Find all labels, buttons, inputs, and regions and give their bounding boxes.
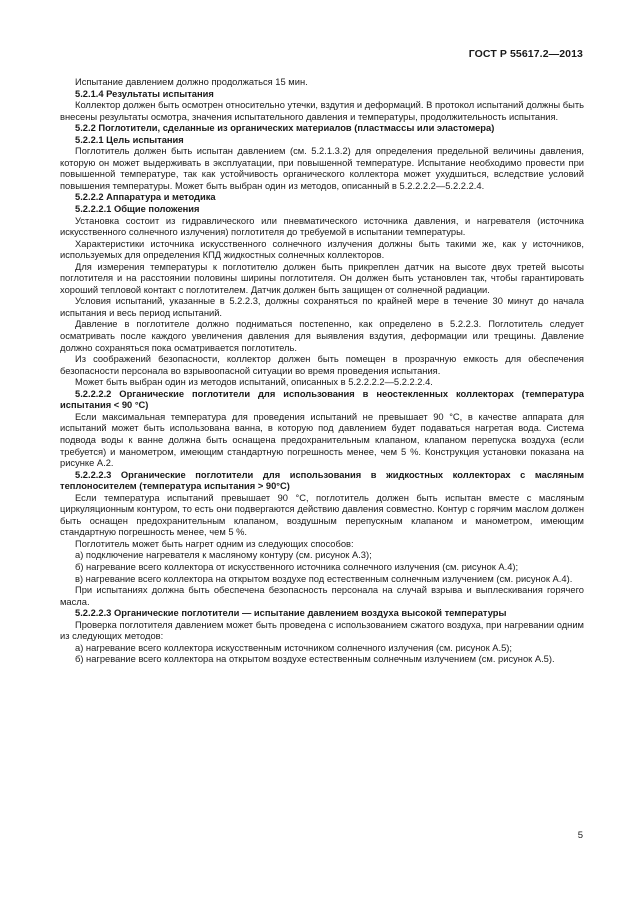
section-heading: 5.2.2.1 Цель испытания <box>75 134 184 145</box>
paragraph: Установка состоит из гидравлического или пневматического источника давления, и нагревателя (источника искусственного солнечного излучения) поглотителя до требуемой в испытании температуры. <box>60 215 584 238</box>
list-item: в) нагревание всего коллектора на открытом воздухе под естественным солнечным излучением (см. рисунок А.4). <box>75 573 573 584</box>
paragraph: Если температура испытаний превышает 90 °С, поглотитель должен быть испытан вместе с масляным циркуляционным контуром, то есть они подвергаются действию давления совместно. Контур с горячим маслом должен быть оснащен предохранительным клапаном, воздушным перепускным клапаном и манометром, имеющим стандартную погрешность менее, чем 5 %. <box>60 492 584 538</box>
paragraph: Испытание давлением должно продолжаться 15 мин. <box>75 77 308 87</box>
paragraph: Условия испытаний, указанные в 5.2.2.3, должны сохраняться по крайней мере в течение 30 минут до начала испытания и весь период испытаний. <box>60 296 584 318</box>
paragraph: Поглотитель может быть нагрет одним из следующих способов: <box>75 538 354 549</box>
section-heading: 5.2.2.2.2 Органические поглотители для использования в неостекленных коллекторах (температура испытания < 90 °C) <box>60 388 584 411</box>
paragraph: Давление в поглотителе должно подниматься постепенно, как определено в 5.2.2.3. Поглотитель следует осматривать после каждого увеличения давления для выявления вздутия, деформации или трещины. Давление должно сохраняться пока осматривается поглотитель. <box>60 319 584 353</box>
paragraph: Коллектор должен быть осмотрен относительно утечки, вздутия и деформаций. В протокол испытаний должны быть внесены результаты осмотра, значения испытательного давления и температуры, продолжительность испытания. <box>60 100 584 122</box>
standard-header: ГОСТ Р 55617.2—2013 <box>468 48 583 60</box>
page-number: 5 <box>577 830 583 841</box>
section-heading: 5.2.2.2 Аппаратура и методика <box>75 192 216 203</box>
section-heading: 5.2.2.2.3 Органические поглотители — испытание давлением воздуха высокой температуры <box>75 608 507 619</box>
paragraph: При испытаниях должна быть обеспечена безопасность персонала на случай взрыва и выплескивания горячего масла. <box>60 585 584 607</box>
paragraph: Поглотитель должен быть испытан давлением (см. 5.2.1.3.2) для определения предельной величины давления, которую он может выдерживать в эксплуатации, при повышенной температуре. Испытание необходимо провести при повышенной температуре, так как устойчивость органического коллектора может ухудшиться, вследствие условий повышения температуры. Может быть выбран один из методов, описанный в 5.2.2.2.2—5.2.2.2.4. <box>60 146 584 191</box>
section-heading: 5.2.1.4 Результаты испытания <box>75 88 214 99</box>
list-item: б) нагревание всего коллектора от искусственного источника солнечного излучения (см. рисунок А.4); <box>75 561 519 572</box>
list-item: а) подключение нагревателя к масляному контуру (см. рисунок А.3); <box>75 550 372 561</box>
paragraph: Проверка поглотителя давлением может быть проведена с использованием сжатого воздуха, при нагревании одним из следующих методов: <box>60 619 584 642</box>
paragraph: Может быть выбран один из методов испытаний, описанных в 5.2.2.2.2—5.2.2.2.4. <box>75 377 433 388</box>
section-heading: 5.2.2.2.3 Органические поглотители для использования в жидкостных коллекторах с масляным теплоносителем (температура испытания > 90°С) <box>60 469 584 492</box>
paragraph: Если максимальная температура для проведения испытаний не превышает 90 °С, в качестве аппарата для испытаний может быть использована ванна, в которую под давлением будет подаваться нагретая вода. Система подвода воды к ванне должна быть оснащена предохранительным клапаном, клапаном перепуска воздуха (если требуется) и манометром, имеющим стандартную погрешность менее, чем 5 %. Конструкция установки показана на рисунке А.2. <box>60 411 584 469</box>
paragraph: Характеристики источника искусственного солнечного излучения должны быть такими же, как у источников, используемых для определения КПД жидкостных солнечных коллекторов. <box>60 238 584 261</box>
list-item: б) нагревание всего коллектора на открытом воздухе естественным солнечным излучением (см. рисунок А.5). <box>75 654 555 665</box>
paragraph: Из соображений безопасности, коллектор должен быть помещен в прозрачную емкость для обеспечения безопасности персонала во взрывоопасной ситуации во время проведения испытания. <box>60 354 584 376</box>
section-heading: 5.2.2.2.1 Общие положения <box>75 204 200 215</box>
list-item: а) нагревание всего коллектора искусственным источником солнечного излучения (см. рисунок А.5); <box>75 642 512 653</box>
paragraph: Для измерения температуры к поглотителю должен быть прикреплен датчик на высоте двух третей высоты поглотителя и на расстоянии половины ширины поглотителя. Он должен быть установлен так, чтобы гарантировать хороший тепловой контакт с поглотителем. Датчик должен быть защищен от солнечной радиации. <box>60 261 584 295</box>
document-body <box>60 77 584 666</box>
section-heading: 5.2.2 Поглотители, сделанные из органических материалов (пластмассы или эластомера) <box>75 123 495 134</box>
